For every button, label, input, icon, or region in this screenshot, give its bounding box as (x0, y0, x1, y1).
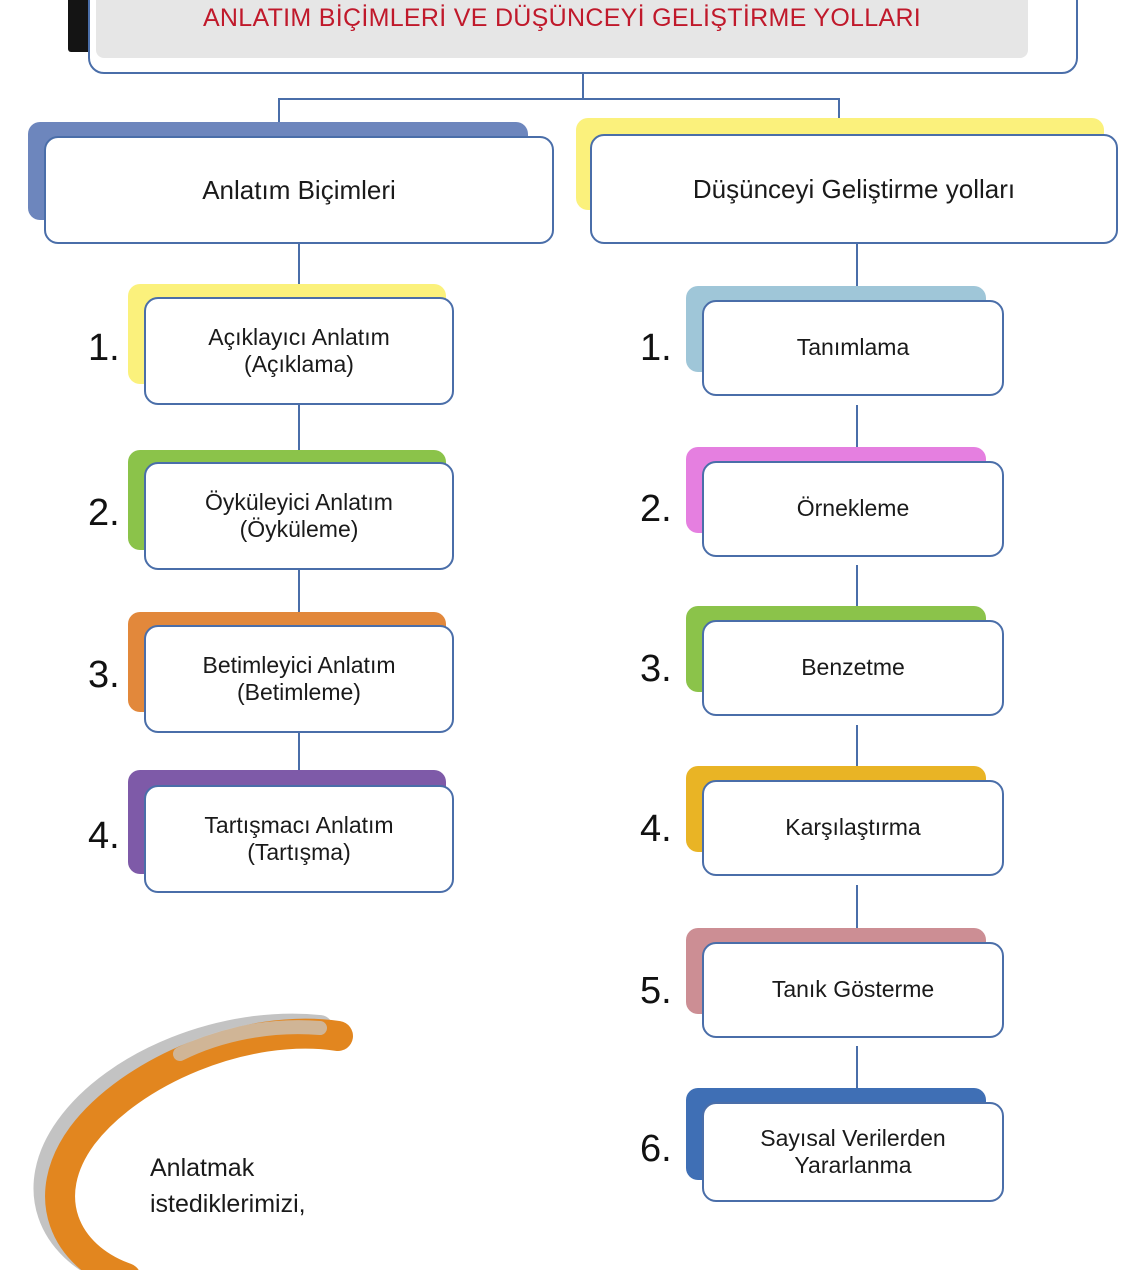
right-item-3-box[interactable] (702, 620, 1004, 716)
connector-left-spine-3 (298, 570, 300, 618)
connector-right-spine-6 (856, 1046, 858, 1094)
connector-right-spine-1 (856, 244, 858, 292)
right-item-5-number: 5. (640, 970, 672, 1012)
left-item-3-box[interactable] (144, 625, 454, 733)
right-item-6-number: 6. (640, 1128, 672, 1170)
left-branch-label: Anlatım Biçimleri (202, 174, 396, 205)
right-item-3-number: 3. (640, 648, 672, 690)
left-item-1-line1: Açıklayıcı Anlatım (208, 323, 390, 350)
left-item-4-line2: (Tartışma) (247, 839, 351, 865)
footnote-line-2: istediklerimizi, (150, 1190, 306, 1219)
decorative-swoosh (20, 1010, 540, 1270)
left-item-4-number: 4. (88, 815, 120, 857)
right-item-2-box[interactable] (702, 461, 1004, 557)
right-item-2-label: Örnekleme (796, 495, 910, 522)
left-item-2-line1: Öyküleyici Anlatım (205, 488, 393, 515)
connector-left-spine-2 (298, 405, 300, 453)
right-item-1-box[interactable] (702, 300, 1004, 396)
right-item-5-label: Tanık Gösterme (771, 976, 935, 1003)
footnote-line-1: Anlatmak (150, 1154, 255, 1182)
right-item-6-line1: Sayısal Verilerden (760, 1124, 946, 1151)
right-item-5-box[interactable] (702, 942, 1004, 1038)
left-item-2-box[interactable] (144, 462, 454, 570)
footnote-text (150, 1150, 430, 1223)
right-item-4-number: 4. (640, 808, 672, 850)
connector-title-horizontal (278, 98, 838, 100)
left-item-2-number: 2. (88, 492, 120, 534)
right-branch-label: Düşünceyi Geliştirme yolları (692, 173, 1016, 204)
right-branch-box[interactable] (590, 134, 1118, 244)
left-branch-box[interactable] (44, 136, 554, 244)
right-item-4-label: Karşılaştırma (785, 814, 921, 841)
right-item-1-label: Tanımlama (796, 334, 910, 361)
left-item-1-box[interactable] (144, 297, 454, 405)
page-title: ANLATIM BİÇİMLERİ VE DÜŞÜNCEYİ GELİŞTİRME YOLLARI (202, 4, 922, 32)
connector-title-down (582, 74, 584, 98)
left-item-4-line1: Tartışmacı Anlatım (204, 811, 394, 838)
left-item-3-line2: (Betimleme) (237, 679, 361, 705)
left-item-4-box[interactable] (144, 785, 454, 893)
connector-right-spine-2 (856, 405, 858, 453)
right-item-4-box[interactable] (702, 780, 1004, 876)
left-item-1-line2: (Açıklama) (244, 351, 354, 377)
right-item-3-label: Benzetme (801, 654, 905, 681)
right-item-6-line2: Yararlanma (794, 1152, 912, 1178)
right-item-1-number: 1. (640, 327, 672, 369)
left-item-2-line2: (Öyküleme) (239, 516, 359, 542)
left-item-1-number: 1. (88, 327, 120, 369)
right-item-2-number: 2. (640, 488, 672, 530)
left-item-3-line1: Betimleyici Anlatım (202, 651, 396, 678)
right-item-6-box[interactable] (702, 1102, 1004, 1202)
left-item-3-number: 3. (88, 654, 120, 696)
